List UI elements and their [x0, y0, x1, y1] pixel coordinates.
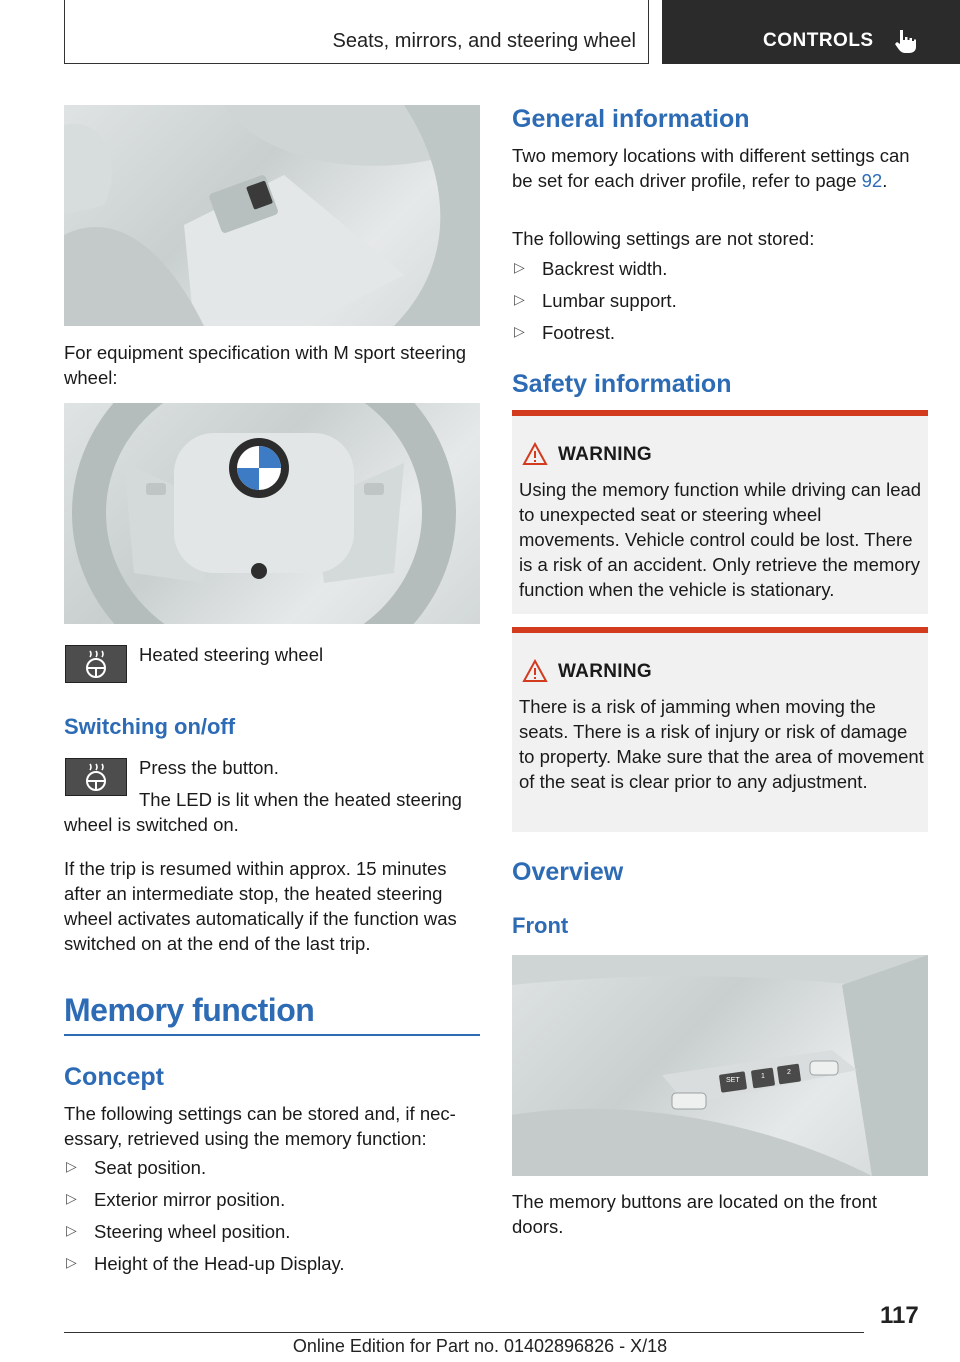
bullet-triangle-icon: ▷	[514, 291, 525, 307]
warning-triangle-icon	[522, 659, 548, 683]
bullet-triangle-icon: ▷	[514, 259, 525, 275]
concept-heading: Concept	[64, 1063, 164, 1091]
warning-title: WARNING	[558, 661, 652, 682]
general-text: Two memory locations with different settings can be set for each driver profile, refer to page 92.	[512, 145, 910, 191]
heated-steering-wheel-button-icon	[65, 645, 127, 683]
page-number: 117	[880, 1302, 919, 1329]
footer-divider	[64, 1332, 864, 1333]
memory-heading: Memory function	[64, 992, 315, 1028]
memory-button-2-label: 2	[787, 1069, 791, 1076]
page-link[interactable]: 92	[861, 170, 883, 191]
door-caption: The memory buttons are located on the front doors.	[512, 1191, 878, 1237]
bullet-triangle-icon: ▷	[66, 1190, 77, 1206]
general-heading: General information	[512, 105, 750, 133]
switching-heading: Switching on/off	[64, 714, 236, 739]
hand-pointer-icon	[894, 28, 918, 54]
heated-wheel-label: Heated steering wheel	[139, 644, 324, 665]
led-text: The LED is lit when the heated steering wheel is switched on.	[64, 789, 462, 835]
m-sport-steering-wheel-image	[64, 403, 480, 624]
footer-edition: Online Edition for Part no. 01402896826 - X/18	[292, 1336, 668, 1356]
safety-heading: Safety information	[512, 370, 732, 398]
msport-caption: For equipment specification with M sport steering wheel:	[64, 342, 467, 388]
warning-body: Using the memory function while driving can lead to unexpected seat or steering wheel movements. Vehicle control could be lost. There is a risk of an accident. Only retrieve the memory function when the vehicle is stationary.	[519, 479, 922, 600]
warning-body: There is a risk of jamming when moving the seats. There is a risk of injury or risk of damage to property. Make sure that the area of movement of the seat is clear prior to any adjustment.	[519, 696, 924, 792]
warning-box	[512, 627, 928, 832]
front-heading: Front	[512, 913, 569, 938]
header-chapter-tab[interactable]	[662, 0, 960, 64]
concept-text: The following settings can be stored and, if necessary, retrieved using the memory function:	[64, 1103, 456, 1149]
warning-triangle-icon	[522, 442, 548, 466]
memory-heading-rule	[64, 1034, 480, 1036]
warning-box	[512, 410, 928, 614]
press-button-text: Press the button.	[139, 757, 279, 778]
bullet-triangle-icon: ▷	[514, 323, 525, 339]
section-title: Seats, mirrors, and steering wheel	[332, 30, 636, 52]
door-memory-buttons-image	[512, 955, 928, 1176]
chapter-label: CONTROLS	[763, 30, 874, 51]
memory-button-1-label: 1	[761, 1073, 765, 1080]
bullet-triangle-icon: ▷	[66, 1158, 77, 1174]
warning-title: WARNING	[558, 444, 652, 465]
not-stored-text: The following settings are not stored:	[512, 228, 815, 249]
header-section-box	[64, 0, 649, 64]
resume-text: If the trip is resumed within approx. 15 minutes after an intermediate stop, the heated steering wheel activates automatically if the function was switched on at the end of the last trip.	[64, 858, 457, 954]
steering-column-image	[64, 105, 480, 326]
memory-button-set-label: SET	[726, 1077, 740, 1084]
overview-heading: Overview	[512, 858, 624, 886]
bullet-triangle-icon: ▷	[66, 1254, 77, 1270]
bullet-triangle-icon: ▷	[66, 1222, 77, 1238]
